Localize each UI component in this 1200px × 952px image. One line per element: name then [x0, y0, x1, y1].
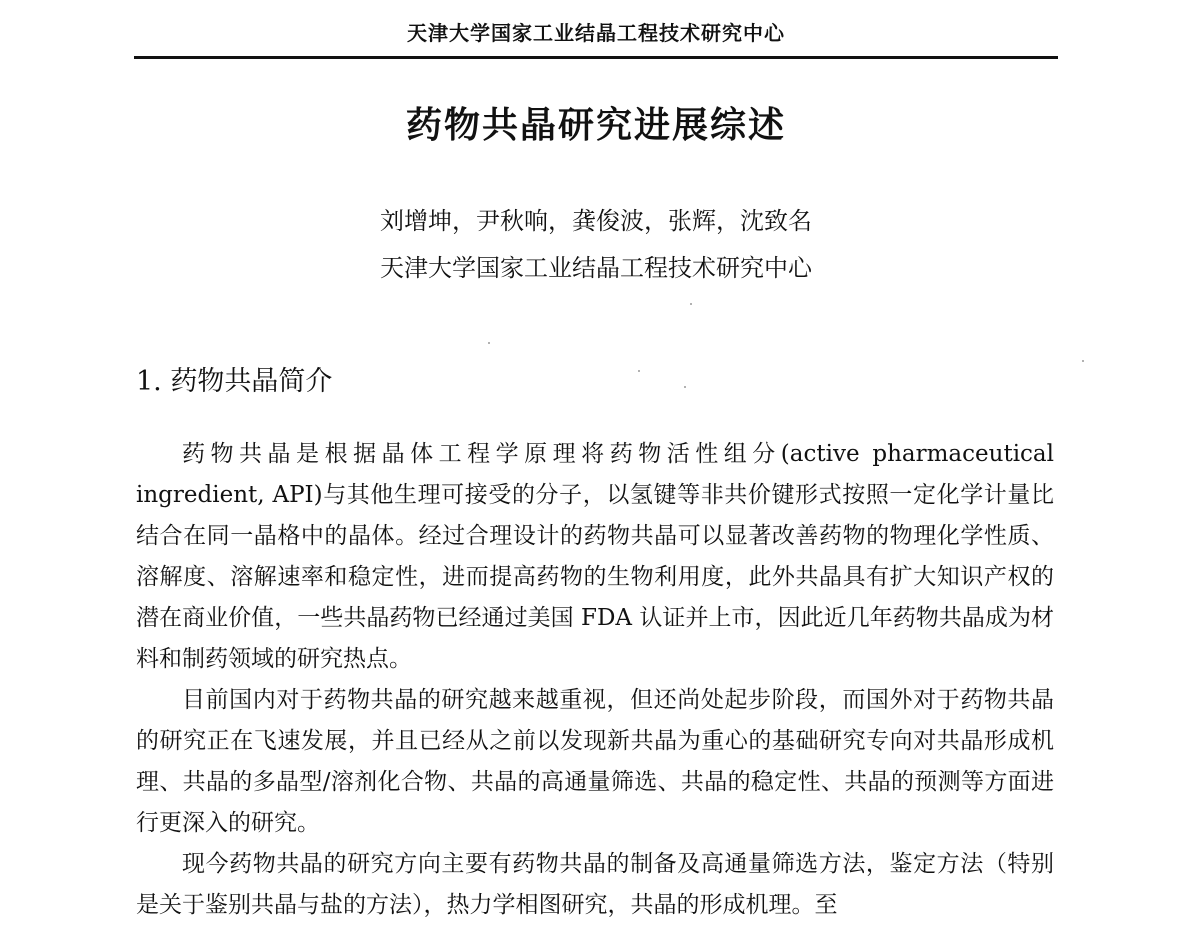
- paragraph-2: 目前国内对于药物共晶的研究越来越重视，但还尚处起步阶段，而国外对于药物共晶的研究正在飞速发展，并且已经从之前以发现新共晶为重心的基础研究专向对共晶形成机理、共晶的多晶型/溶剂化合物、共晶的高通量筛选、共晶的稳定性、共晶的预测等方面进行更深入的研究。: [136, 687, 1054, 836]
- scan-speck: [690, 303, 692, 305]
- body-text: [136, 434, 1054, 926]
- paper-title: 药物共晶研究进展综述: [405, 104, 786, 146]
- scan-speck: [1082, 360, 1084, 362]
- paragraph-1: 药物共晶是根据晶体工程学原理将药物活性组分(active pharmaceutical ingredient, API)与其他生理可接受的分子，以氢键等非共价键形式按照一定化学计量比结合在同一晶格中的晶体。经过合理设计的药物共晶可以显著改善药物的物理化学性质、溶解度、溶解速率和稳定性，进而提高药物的生物利用度，此外共晶具有扩大知识产权的潜在商业价值，一些共晶药物已经通过美国 FDA 认证并上市，因此近几年药物共晶成为材料和制药领域的研究热点。: [136, 441, 1054, 672]
- scan-speck: [638, 370, 640, 372]
- running-header: 天津大学国家工业结晶工程技术研究中心: [407, 21, 785, 45]
- paragraph-3: 现今药物共晶的研究方向主要有药物共晶的制备及高通量筛选方法，鉴定方法（特别是关于鉴别共晶与盐的方法），热力学相图研究，共晶的形成机理。至: [136, 851, 1054, 918]
- scan-speck: [488, 342, 490, 344]
- section-heading: 1. 药物共晶简介: [136, 366, 333, 397]
- header-rule: [134, 56, 1058, 59]
- author-list: 刘增坤，尹秋响，龚俊波，张辉，沈致名: [380, 207, 812, 235]
- author-affiliation: 天津大学国家工业结晶工程技术研究中心: [380, 254, 812, 282]
- scan-speck: [684, 386, 686, 388]
